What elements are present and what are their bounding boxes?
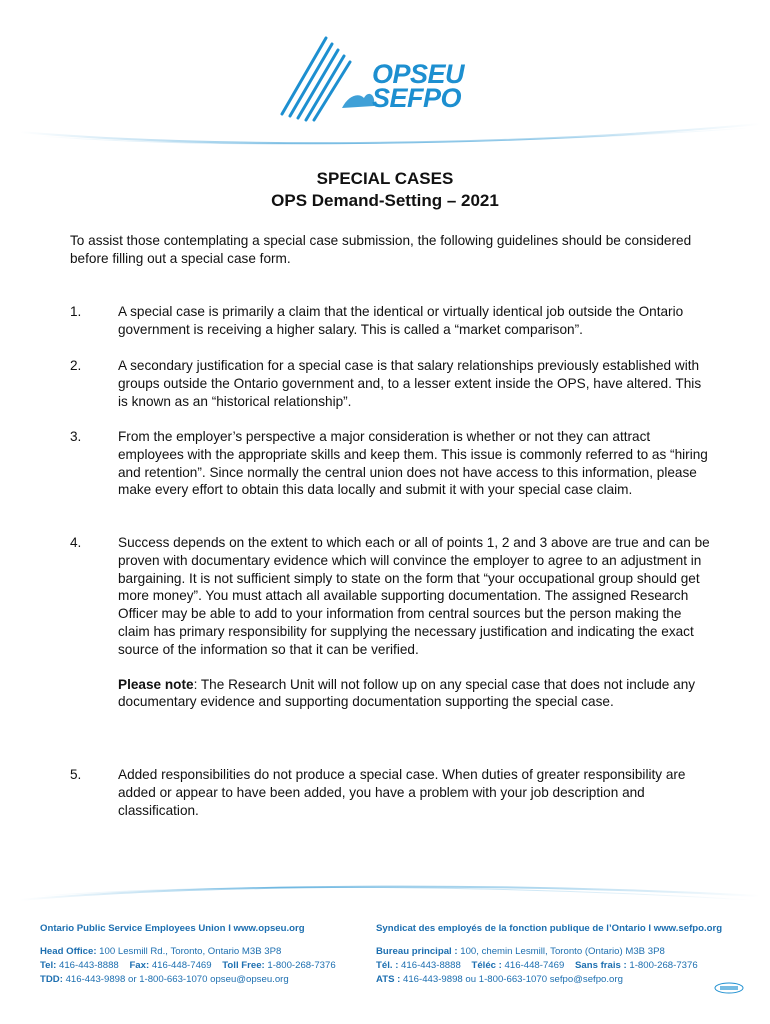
list-item-text: A special case is primarily a claim that the identical or virtually identical job outside the Ontario government is receiving a higher salary. This is called a “market comparison”. [118,304,684,337]
union-mini-logo [714,982,744,994]
please-note-label: Please note [118,676,194,692]
list-item [70,766,710,819]
title-line-1: SPECIAL CASES [316,169,454,188]
header-swoosh [0,118,770,158]
footer-fr-bureau: Bureau principal : 100, chemin Lesmill, Toronto (Ontario) M3B 3P8 [376,946,665,957]
footer-en-tdd: TDD: 416-443-9898 or 1-800-663-1070 opseu@opseu.org [40,974,289,985]
list-item [70,428,710,499]
footer-en-phones: Tel: 416-443-8888 Fax: 416-448-7469 Toll Free: 1-800-268-7376 [40,960,336,971]
footer-swoosh [0,874,770,914]
logo-wordmark [372,59,465,113]
list-item-number: 5. [70,767,82,782]
list-item [70,357,710,410]
please-note-paragraph [118,676,710,712]
logo-line-2: SEFPO [372,83,462,113]
footer-fr-ats: ATS : 416-443-9898 ou 1-800-663-1070 sefpo@sefpo.org [376,974,623,985]
footer-en-head-office: Head Office: 100 Lesmill Rd., Toronto, Ontario M3B 3P8 [40,946,282,957]
list-item-number: 4. [70,535,82,550]
intro-paragraph: To assist those contemplating a special case submission, the following guidelines should be considered before filling out a special case form. [70,233,692,266]
footer-fr-heading: Syndicat des employés de la fonction publique de l’Ontario I www.sefpo.org [376,923,723,934]
document-title [0,168,770,212]
footer-en-heading: Ontario Public Service Employees Union I www.opseu.org [40,923,305,934]
list-item-number: 1. [70,304,82,319]
list-item-text: Success depends on the extent to which each or all of points 1, 2 and 3 above are true and can be proven with documentary evidence which will convince the employer to agree to an adjustment in bargaining. It is not sufficient simply to state on the form that “your occupational group should get more money”. You must attach all available supporting documentation. The assigned Research Officer may be able to add to your information from central sources but the person making the claim has primary responsibility for supplying the necessary justification and indicating the exact source of the information so that it can be verified. [118,535,710,657]
list-item [70,534,710,711]
list-item-number: 3. [70,429,82,444]
list-item-number: 2. [70,358,82,373]
list-item-text: A secondary justification for a special case is that salary relationships previously established with groups outside the Ontario government and, to a lesser extent inside the OPS, have altered. This is known as an “historical relationship”. [118,358,702,409]
title-line-2: OPS Demand-Setting – 2021 [271,191,499,210]
please-note-text: : The Research Unit will not follow up on any special case that does not include any documentary evidence and supporting documentation supporting the special case. [118,676,696,710]
logo-line-1: OPSEU [372,59,465,89]
footer-french [376,922,746,987]
list-item-text: From the employer’s perspective a major consideration is whether or not they can attract employees with the appropriate skills and keep them. This issue is commonly referred to as “hiring and retention”. Since normally the central union does not have access to this information, please make every effort to obtain this data locally and submit it with your special case claim. [118,429,708,498]
list-item-text: Added responsibilities do not produce a special case. When duties of greater responsibility are added or appear to have been added, you have a problem with your job description and classification. [118,767,686,818]
footer-fr-phones: Tél. : 416-443-8888 Téléc : 416-448-7469 Sans frais : 1-800-268-7376 [376,960,698,971]
footer-english [40,922,370,987]
list-item [70,303,710,339]
